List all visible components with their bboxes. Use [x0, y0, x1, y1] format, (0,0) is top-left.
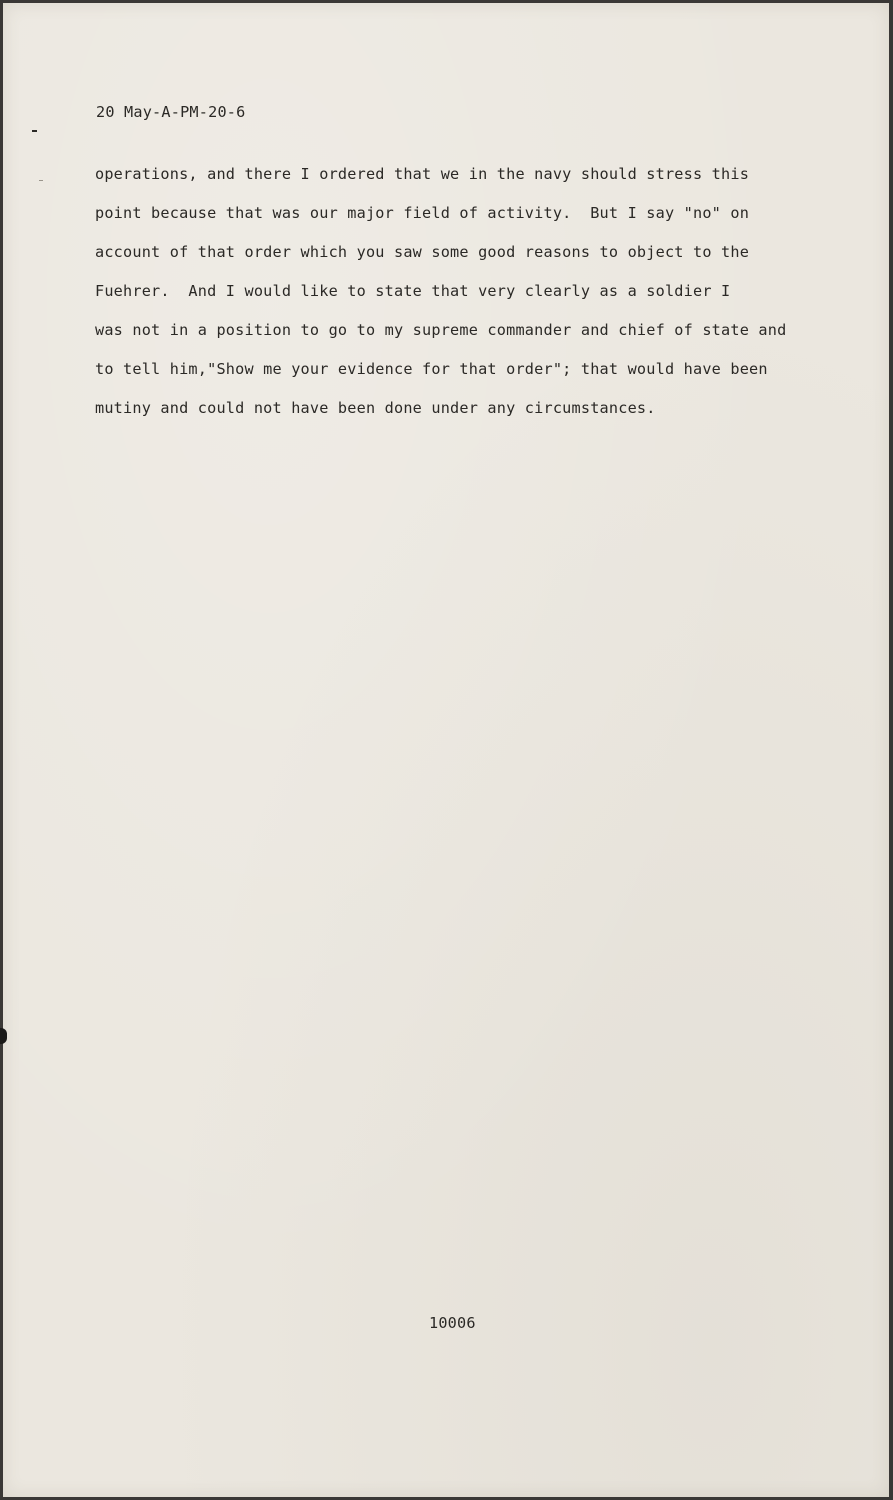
text-line: operations, and there I ordered that we in the navy should stress this — [95, 165, 750, 183]
margin-mark — [32, 130, 37, 132]
text-line: was not in a position to go to my supreme commander and chief of state and — [95, 321, 787, 339]
text-line: point because that was our major field of activity. But I say "no" on — [95, 204, 750, 222]
page-header: 20 May-A-PM-20-6 — [96, 103, 246, 121]
text-line: mutiny and could not have been done under any circumstances. — [95, 399, 656, 417]
text-line: account of that order which you saw some good reasons to object to the — [95, 243, 750, 261]
margin-mark — [39, 180, 43, 181]
page-number: 10006 — [429, 1314, 476, 1332]
text-line: to tell him,"Show me your evidence for that order"; that would have been — [95, 360, 768, 378]
body-text — [95, 163, 786, 436]
text-line: Fuehrer. And I would like to state that very clearly as a soldier I — [95, 282, 731, 300]
document-page — [3, 3, 889, 1497]
